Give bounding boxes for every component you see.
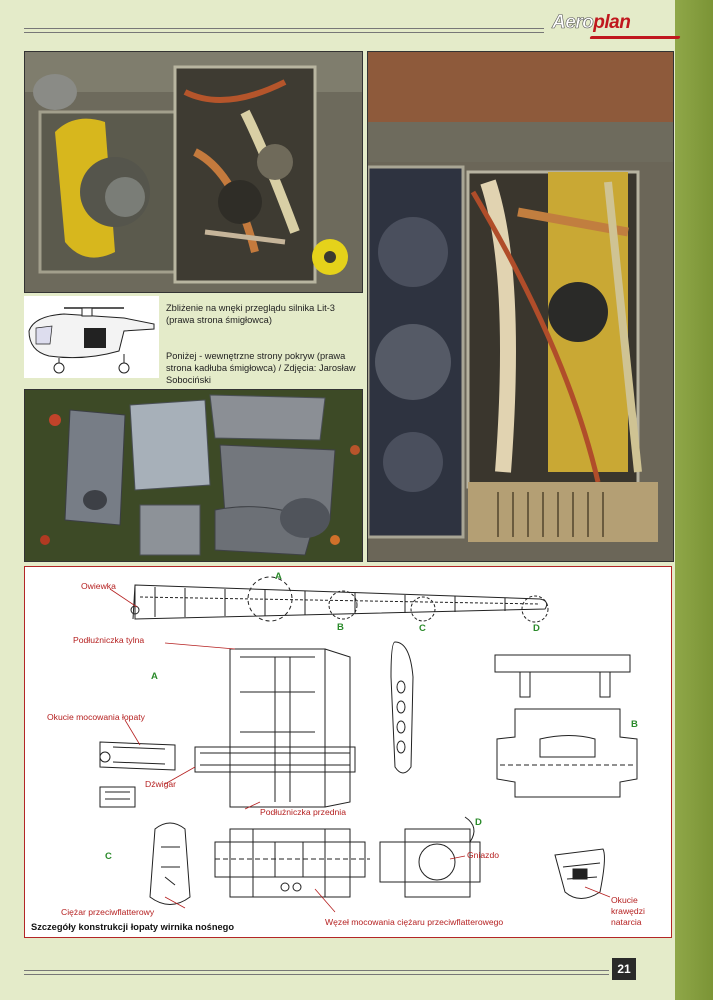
label-podluznica-tylna: Podłużniczka tylna	[73, 635, 145, 645]
engine-covers-photo	[24, 389, 363, 562]
engine-bay-photo	[24, 51, 363, 293]
side-stripe	[675, 0, 713, 1000]
magazine-logo: Aeroplan	[552, 12, 631, 33]
label-owiewka: Owiewka	[81, 581, 116, 591]
blade-structure-diagram	[24, 566, 672, 938]
bottom-rule-2	[24, 974, 609, 975]
label-gniazdo: Gniazdo	[467, 850, 500, 860]
label-dzwigar: Dźwigar	[145, 779, 177, 789]
top-rule-2	[24, 32, 544, 33]
letter-c-top: C	[419, 623, 426, 634]
label-podluznica-przednia: Podłużniczka przednia	[260, 807, 346, 817]
label-okucie-krawedzi: Okucie krawędzi natarcia	[611, 895, 645, 927]
letter-c-section: C	[105, 851, 112, 862]
engine-bay-caption: Zbliżenie na wnęki przeglądu silnika Lit-3 (prawa strona śmigłowca)	[166, 303, 335, 325]
letter-a-top: A	[275, 571, 282, 582]
letter-d-section: D	[475, 817, 482, 828]
letter-b-top: B	[337, 622, 344, 633]
logo-swoosh	[589, 36, 680, 39]
helicopter-location-sketch	[24, 296, 159, 378]
top-rule	[24, 28, 544, 29]
engine-bay-closeup-photo	[367, 51, 674, 562]
covers-caption: Poniżej - wewnętrzne strony pokryw (prawa strona kadłuba śmigłowca) / Zdjęcia: Jarosław Sobociński	[166, 351, 356, 385]
page-number: 21	[612, 958, 636, 980]
diagram-title: Szczegóły konstrukcji łopaty wirnika nośnego	[31, 922, 235, 932]
bottom-rule	[24, 970, 609, 971]
label-ciezar: Ciężar przeciwflatterowy	[61, 907, 155, 917]
letter-d-top: D	[533, 623, 540, 634]
letter-b-section: B	[631, 719, 638, 730]
label-wezel: Węzeł mocowania ciężaru przeciwflatterowego	[325, 917, 504, 927]
label-okucie-mocowania: Okucie mocowania łopaty	[47, 712, 145, 722]
letter-a-section: A	[151, 671, 158, 682]
